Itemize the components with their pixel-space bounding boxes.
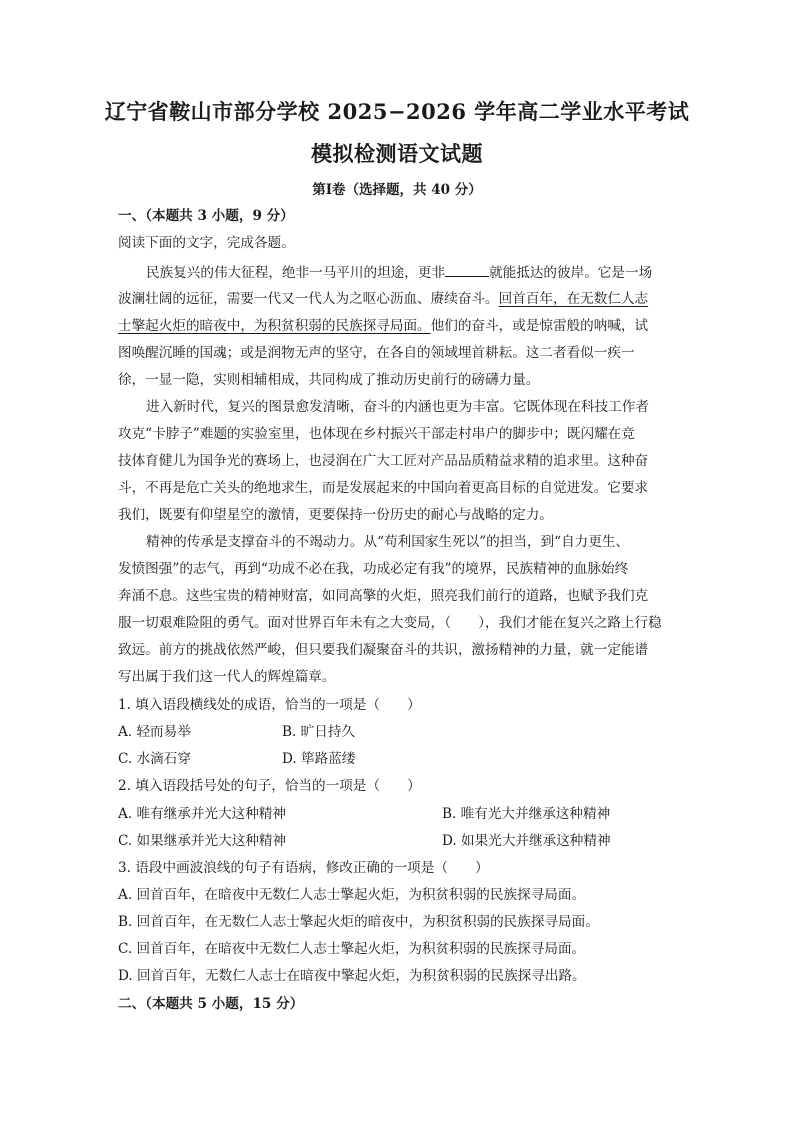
passage-line: 精神的传承是支撑奋斗的不竭动力。从“苟利国家生死以”的担当，到“自力更生、 [146, 534, 630, 550]
passage-text: 他们的奋斗，或是惊雷般的呐喊，试 [430, 318, 649, 334]
section1-instruction: 阅读下面的文字，完成各题。 [118, 235, 295, 251]
passage-text: 波澜壮阔的远征，需要一代又一代人为之呕心沥血、赓续奋斗。 [118, 291, 499, 307]
passage-line: 图唤醒沉睡的国魂；或是润物无声的坚守，在各自的领域埋首耕耘。这二者看似一疾一 [118, 345, 635, 361]
exam-title-line2: 模拟检测语文试题 [311, 141, 483, 166]
q2-option-b: B. 唯有光大并继承这种精神 [442, 806, 611, 822]
passage-line: 我们，既要有仰望星空的激情，更要保持一份历史的耐心与战略的定力。 [118, 507, 553, 523]
q3-option-b: B. 回首百年，在无数仁人志士擎起火炬的暗夜中，为积贫积弱的民族探寻局面。 [118, 914, 599, 930]
q2-option-c: C. 如果继承并光大这种精神 [118, 833, 287, 849]
q3-option-d: D. 回首百年，无数仁人志士在暗夜中擎起火炬，为积贫积弱的民族探寻出路。 [118, 968, 586, 984]
q1-option-b: B. 旷日持久 [282, 724, 356, 740]
passage-line [118, 316, 648, 336]
question-2-stem: 2. 填入语段括号处的句子，恰当的一项是（ ） [118, 778, 421, 794]
q1-option-d: D. 筚路蓝缕 [282, 751, 356, 767]
passage-line: 徐，一显一隐，实则相辅相成，共同构成了推动历史前行的磅礴力量。 [118, 372, 540, 388]
q3-option-a: A. 回首百年，在暗夜中无数仁人志士擎起火炬，为积贫积弱的民族探寻局面。 [118, 887, 586, 903]
passage-text: 民族复兴的伟大征程，绝非一马平川的坦途，更非 [146, 265, 446, 281]
exam-title-line1: 辽宁省鞍山市部分学校 2025−2026 学年高二学业水平考试 [104, 99, 690, 124]
passage-line: 进入新时代，复兴的图景愈发清晰，奋斗的内涵也更为丰富。它既体现在科技工作者 [146, 399, 649, 415]
q2-option-a: A. 唯有继承并光大这种精神 [118, 806, 286, 822]
question-1-stem: 1. 填入语段横线处的成语，恰当的一项是（ ） [118, 697, 421, 713]
q2-option-d: D. 如果光大并继承这种精神 [442, 833, 611, 849]
wavy-underlined-sentence: 士擎起火炬的暗夜中，为积贫积弱的民族探寻局面。 [118, 318, 431, 334]
section2-heading: 二、（本题共 5 小题，15 分） [118, 996, 304, 1012]
q3-option-c: C. 回首百年，在暗夜中无数仁人志士擎起火炬，为积贫积弱的民族探寻局面。 [118, 941, 586, 957]
passage-line: 写出属于我们这一代人的辉煌篇章。 [118, 669, 336, 685]
passage-line [146, 262, 652, 283]
passage-line: 技体育健儿为国争光的赛场上，也浸润在广大工匠对产品品质精益求精的追求里。这种奋 [118, 453, 649, 469]
wavy-underlined-sentence: 回首百年，在无数仁人志 [498, 291, 649, 307]
passage-line: 攻克“卡脖子”难题的实验室里，也体现在乡村振兴干部走村串户的脚步中；既闪耀在竞 [118, 426, 635, 442]
passage-line: 服一切艰难险阻的勇气。面对世界百年未有之大变局，（ ），我们才能在复兴之路上行稳 [118, 615, 662, 631]
fill-in-blank [445, 262, 489, 277]
passage-line: 致远。前方的挑战依然严峻，但只要我们凝聚奋斗的共识，激扬精神的力量，就一定能谱 [118, 642, 649, 658]
q1-option-a: A. 轻而易举 [118, 724, 191, 740]
passage-line: 斗，不再是危亡关头的绝地求生，而是发展起来的中国向着更高目标的自觉进发。它要求 [118, 480, 649, 496]
question-3-stem: 3. 语段中画波浪线的句子有语病，修改正确的一项是（ ） [118, 860, 489, 876]
passage-line [118, 289, 648, 309]
passage-text: 就能抵达的彼岸。它是一场 [489, 265, 653, 281]
section1-heading: 一、（本题共 3 小题，9 分） [118, 208, 294, 224]
q1-option-c: C. 水滴石穿 [118, 751, 191, 767]
passage-line: 发愤图强”的志气，再到“功成不必在我，功成必定有我”的境界，民族精神的血脉始终 [118, 561, 629, 577]
paper-part-subtitle: 第Ⅰ卷（选择题，共 40 分） [312, 182, 482, 198]
passage-line: 奔涌不息。这些宝贵的精神财富，如同高擎的火炬，照亮我们前行的道路，也赋予我们克 [118, 588, 649, 604]
